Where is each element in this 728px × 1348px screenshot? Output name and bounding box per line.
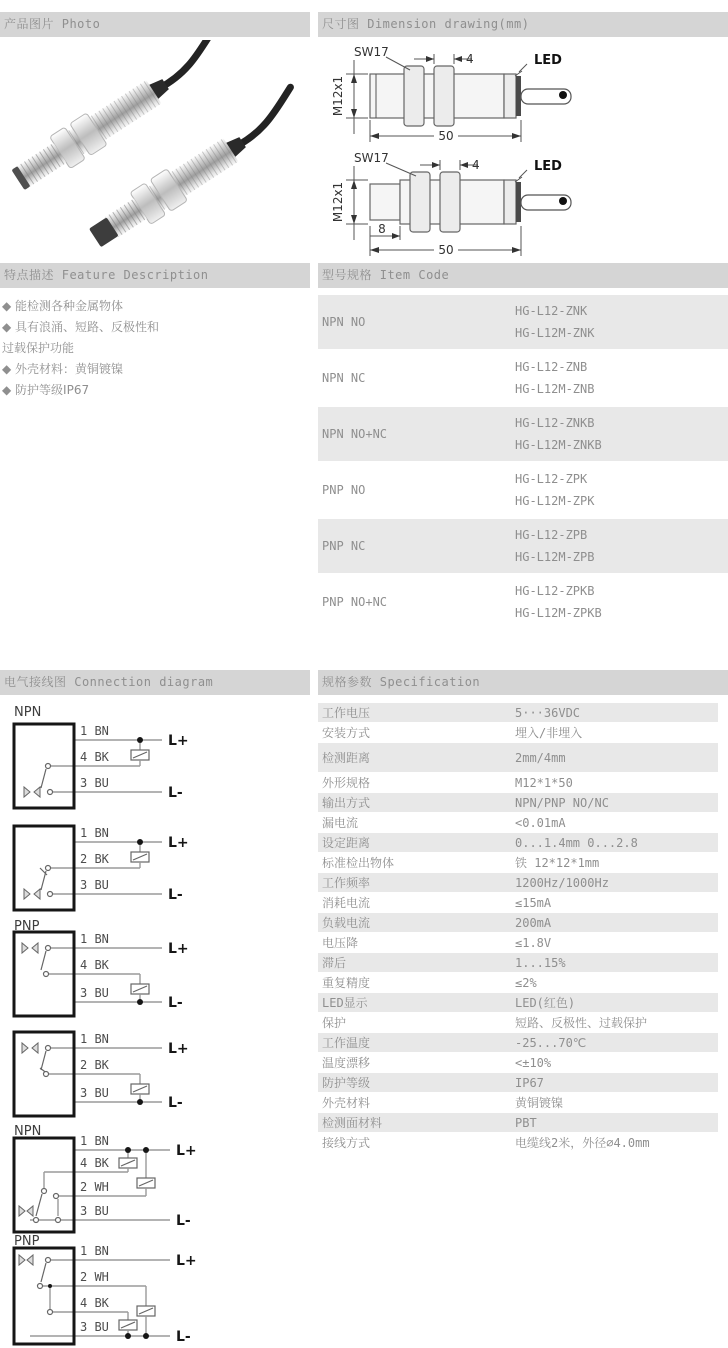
wiring-pnp-no-nc	[0, 1232, 300, 1348]
spec-row	[318, 723, 718, 742]
wiring-pnp-nc	[0, 1026, 300, 1120]
spec-name: 工作温度	[322, 1036, 371, 1050]
wiring-npn-nc	[0, 818, 300, 914]
spec-name: 重复精度	[322, 976, 371, 990]
feature-line: ◆ 能检测各种金属物体	[2, 299, 124, 313]
wiring-npn-no	[0, 700, 300, 812]
item-code: HG-L12-ZPK	[515, 472, 588, 486]
wire-label: 4 BK	[80, 958, 109, 972]
spec-name: 外壳材料	[322, 1096, 371, 1110]
sensor-symbol	[24, 889, 30, 899]
spec-row	[318, 1133, 718, 1152]
thread-dim: M12x1	[331, 75, 345, 117]
spec-name: LED显示	[322, 996, 368, 1010]
wire-label: 3 BU	[80, 1204, 109, 1218]
terminal-plus: L+	[176, 1143, 197, 1159]
sensor-symbol	[19, 1255, 25, 1265]
item-code-row	[318, 407, 728, 461]
spec-name: 滞后	[322, 956, 347, 970]
output-type: PNP NC	[322, 539, 366, 553]
sensor-symbol	[19, 1206, 25, 1216]
item-code: HG-L12-ZNK	[515, 304, 588, 318]
section-header-item-code: 型号规格 Item Code	[318, 263, 728, 288]
feature-line: 过载保护功能	[2, 341, 75, 355]
spec-row	[318, 1053, 718, 1072]
spec-name: 漏电流	[322, 816, 359, 830]
spec-row	[318, 1093, 718, 1112]
spec-value: M12*1*50	[515, 775, 573, 790]
wiring-pnp-no	[0, 914, 300, 1018]
spec-value: <0.01mA	[515, 815, 566, 830]
led-label: LED	[534, 53, 562, 68]
spec-row	[318, 1013, 718, 1032]
item-code: HG-L12-ZNB	[515, 360, 588, 374]
wire-label: 1 BN	[80, 1244, 109, 1258]
terminal-minus: L-	[168, 1095, 183, 1111]
spec-name: 标准检出物体	[322, 856, 395, 870]
spec-name: 安装方式	[322, 726, 371, 740]
wire-label: 1 BN	[80, 1032, 109, 1046]
terminal-minus: L-	[168, 785, 183, 801]
spec-row	[318, 913, 718, 932]
item-code: HG-L12-ZNKB	[515, 416, 595, 430]
nut-width-dim: 4	[466, 52, 474, 66]
spec-row	[318, 1073, 718, 1092]
diagram-label: NPN	[14, 705, 42, 720]
spec-value: 0...1.4mm 0...2.8	[515, 835, 638, 850]
thread-dim: M12x1	[331, 181, 345, 223]
spec-value: ≤1.8V	[515, 935, 552, 950]
terminal-minus: L-	[168, 887, 183, 903]
wire-label: 3 BU	[80, 878, 109, 892]
spec-name: 接线方式	[322, 1136, 371, 1150]
item-code: HG-L12M-ZNK	[515, 326, 595, 340]
spec-value: -25...70℃	[515, 1035, 587, 1050]
output-type: NPN NO	[322, 315, 366, 329]
led-label: LED	[534, 159, 562, 174]
terminal-plus: L+	[168, 835, 189, 851]
spec-value: LED(红色)	[515, 996, 576, 1010]
item-code: HG-L12M-ZPK	[515, 494, 595, 508]
wire-label: 1 BN	[80, 724, 109, 738]
spec-value: 铁 12*12*1mm	[515, 856, 600, 870]
wire-label: 1 BN	[80, 932, 109, 946]
spec-row	[318, 833, 718, 852]
wire-label: 3 BU	[80, 986, 109, 1000]
wire-label: 4 BK	[80, 1156, 109, 1170]
feature-line: ◆ 具有浪涌、短路、反极性和	[2, 320, 160, 334]
section-header-features: 特点描述 Feature Description	[0, 263, 310, 288]
spec-value: 电缆线2米，外径∅4.0mm	[515, 1136, 650, 1150]
spec-row	[318, 953, 718, 972]
diagram-label: NPN	[14, 1124, 42, 1139]
item-code: HG-L12M-ZNB	[515, 382, 595, 396]
feature-line: ◆ 外壳材料：黄铜镀镍	[2, 362, 124, 376]
item-code: HG-L12M-ZNKB	[515, 438, 602, 452]
wire-label: 2 BK	[80, 852, 109, 866]
item-code: HG-L12M-ZPB	[515, 550, 595, 564]
spec-name: 保护	[322, 1016, 347, 1030]
dimension-drawing-flush	[318, 42, 718, 146]
spec-value: 1...15%	[515, 955, 566, 970]
item-code-row	[318, 575, 728, 629]
output-type: NPN NC	[322, 371, 366, 385]
spec-value: 短路、反极性、过载保护	[515, 1016, 648, 1030]
spec-row	[318, 793, 718, 812]
sensor-symbol	[22, 1043, 28, 1053]
spec-value: 200mA	[515, 915, 552, 930]
wire-label: 1 BN	[80, 1134, 109, 1148]
spec-row	[318, 873, 718, 892]
spec-name: 工作频率	[322, 876, 371, 890]
spec-name: 电压降	[322, 936, 359, 950]
terminal-plus: L+	[168, 941, 189, 957]
spec-value: IP67	[515, 1075, 544, 1090]
feature-list	[2, 296, 308, 401]
spec-row	[318, 743, 718, 772]
spec-name: 检测面材料	[322, 1116, 383, 1130]
section-header-connection: 电气接线图 Connection diagram	[0, 670, 310, 695]
spec-value: 1200Hz/1000Hz	[515, 875, 609, 890]
diagram-label: PNP	[14, 919, 40, 934]
wire-label: 3 BU	[80, 1086, 109, 1100]
item-code: HG-L12-ZPB	[515, 528, 588, 542]
length-dim: 50	[438, 129, 454, 143]
terminal-minus: L-	[168, 995, 183, 1011]
sensor-symbol	[22, 943, 28, 953]
spec-row	[318, 993, 718, 1012]
spec-row	[318, 893, 718, 912]
spec-row	[318, 973, 718, 992]
terminal-plus: L+	[168, 1041, 189, 1057]
spec-name: 工作电压	[322, 706, 371, 720]
wrench-size-label: SW17	[354, 45, 389, 59]
spec-value: PBT	[515, 1115, 537, 1130]
spec-value: ≤15mA	[515, 895, 552, 910]
terminal-plus: L+	[168, 733, 189, 749]
section-header-photo: 产品图片 Photo	[0, 12, 310, 37]
section-header-specification: 规格参数 Specification	[318, 670, 728, 695]
spec-row	[318, 1033, 718, 1052]
wire-label: 4 BK	[80, 750, 109, 764]
tip-length-dim: 8	[378, 222, 386, 236]
item-code-row	[318, 295, 728, 349]
item-code-table	[318, 295, 728, 631]
item-code: HG-L12M-ZPKB	[515, 606, 602, 620]
wrench-size-label: SW17	[354, 151, 389, 165]
wire-label: 2 WH	[80, 1180, 109, 1194]
spec-value: 2mm/4mm	[515, 750, 566, 765]
length-dim: 50	[438, 243, 454, 257]
spec-row	[318, 703, 718, 722]
wire-label: 4 BK	[80, 1296, 109, 1310]
output-type: NPN NO+NC	[322, 427, 388, 441]
spec-name: 输出方式	[322, 796, 371, 810]
wire-label: 2 WH	[80, 1270, 109, 1284]
terminal-minus: L-	[176, 1329, 191, 1345]
spec-value: NPN/PNP NO/NC	[515, 795, 609, 810]
wire-label: 3 BU	[80, 776, 109, 790]
item-code-row	[318, 463, 728, 517]
spec-name: 检测距离	[322, 751, 371, 765]
specification-table	[318, 703, 718, 1153]
terminal-plus: L+	[176, 1253, 197, 1269]
spec-row	[318, 853, 718, 872]
nut-width-dim: 4	[472, 158, 480, 172]
output-type: PNP NO	[322, 483, 366, 497]
item-code-row	[318, 519, 728, 573]
feature-line: ◆ 防护等级IP67	[2, 383, 90, 397]
spec-name: 设定距离	[322, 836, 371, 850]
spec-value: 黄铜镀镍	[515, 1096, 564, 1110]
spec-row	[318, 933, 718, 952]
wire-label: 1 BN	[80, 826, 109, 840]
dimension-drawing-nonflush	[318, 148, 718, 260]
output-type: PNP NO+NC	[322, 595, 388, 609]
spec-name: 消耗电流	[322, 896, 371, 910]
section-header-dimension: 尺寸图 Dimension drawing(mm)	[318, 12, 728, 37]
spec-name: 外形规格	[322, 776, 371, 790]
diagram-label: PNP	[14, 1234, 40, 1249]
spec-name: 温度漂移	[322, 1056, 371, 1070]
terminal-minus: L-	[176, 1213, 191, 1229]
spec-value: ≤2%	[515, 975, 537, 990]
wiring-npn-no-nc	[0, 1122, 300, 1234]
spec-row	[318, 773, 718, 792]
item-code: HG-L12-ZPKB	[515, 584, 595, 598]
item-code-row	[318, 351, 728, 405]
wire-label: 2 BK	[80, 1058, 109, 1072]
sensor-symbol	[24, 787, 30, 797]
spec-value: <±10%	[515, 1055, 552, 1070]
spec-value: 5···36VDC	[515, 705, 581, 720]
spec-name: 防护等级	[322, 1076, 371, 1090]
spec-name: 负载电流	[322, 916, 371, 930]
spec-row	[318, 813, 718, 832]
wire-label: 3 BU	[80, 1320, 109, 1334]
product-photo	[0, 40, 310, 258]
spec-row	[318, 1113, 718, 1132]
spec-value: 埋入/非埋入	[515, 726, 583, 740]
